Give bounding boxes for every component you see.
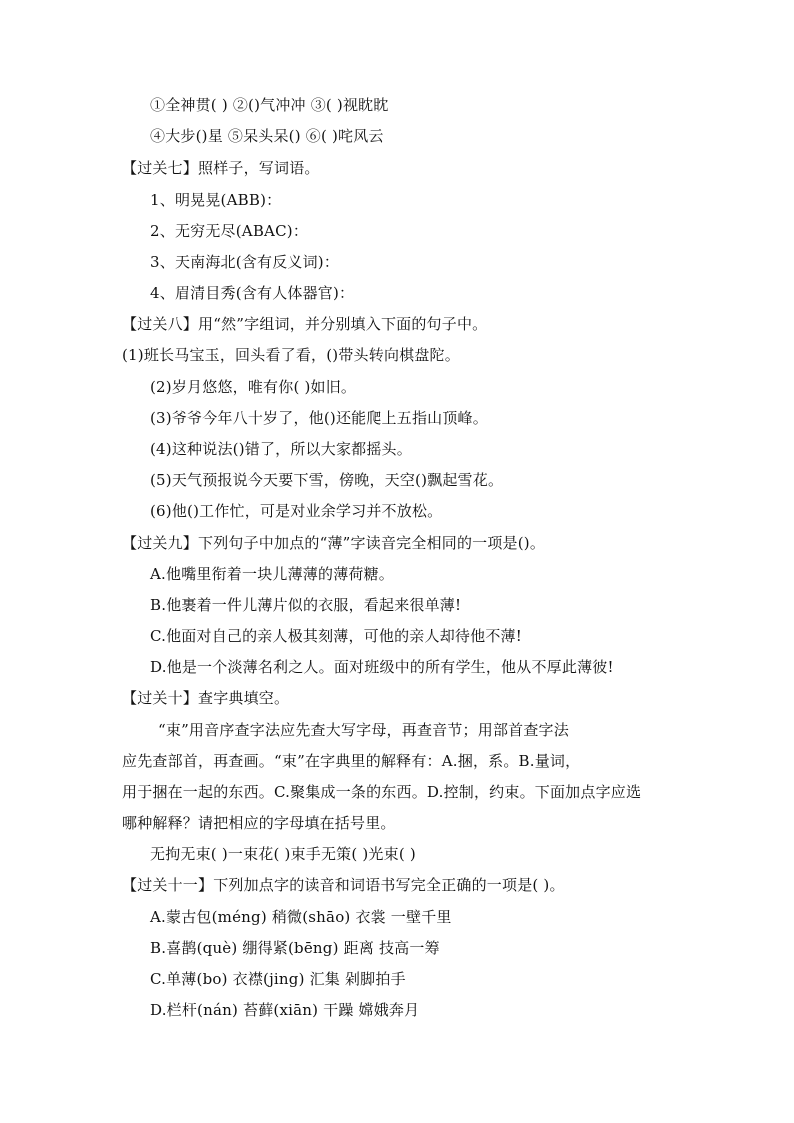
section-7-heading: 【过关七】照样子，写词语。: [122, 159, 320, 177]
section-10-heading: 【过关十】查字典填空。: [122, 689, 290, 707]
section-10-paragraph-1: “束”用音序查字法应先查大写字母，再查音节；用部首查字法: [158, 721, 569, 739]
section-10-paragraph-4: 哪种解释？请把相应的字母填在括号里。: [122, 814, 396, 832]
section-8-sentence-2: (2)岁月悠悠，唯有你( )如旧。: [150, 378, 357, 396]
section-9-option-d: D.他是一个淡薄名利之人。面对班级中的所有学生，他从不厚此薄彼!: [150, 658, 614, 676]
section-8-sentence-4: (4)这种说法()错了，所以大家都摇头。: [150, 440, 412, 458]
section-11-option-a: A.蒙古包(méng) 稍微(shāo) 衣裳 一壁千里: [150, 908, 452, 926]
idiom-row-1: ①全神贯( ) ②()气冲冲 ③( )视眈眈: [150, 96, 389, 114]
section-10-paragraph-3: 用于捆在一起的东西。C.聚集成一条的东西。D.控制，约束。下面加点字应选: [122, 783, 642, 801]
section-11-heading: 【过关十一】下列加点字的读音和词语书写完全正确的一项是( )。: [122, 876, 565, 894]
section-9-option-b: B.他裹着一件儿薄片似的衣服，看起来很单薄!: [150, 596, 462, 614]
section-10-paragraph-2: 应先查部首，再查画。“束”在字典里的解释有：A.捆，系。B.量词，: [122, 752, 581, 770]
section-11-option-b: B.喜鹊(què) 绷得紧(bēng) 距离 技高一筹: [150, 939, 440, 957]
section-7-item-4: 4、眉清目秀(含有人体器官)：: [150, 284, 355, 302]
section-7-item-1: 1、明晃晃(ABB)：: [150, 191, 282, 209]
section-8-sentence-5: (5)天气预报说今天要下雪，傍晚，天空()飘起雪花。: [150, 471, 504, 489]
section-9-heading: 【过关九】下列句子中加点的“薄”字读音完全相同的一项是()。: [122, 534, 546, 552]
section-11-option-d: D.栏杆(nán) 苔藓(xiān) 干躁 嫦娥奔月: [150, 1001, 420, 1019]
section-10-blanks: 无拘无束( )一束花( )束手无策( )光束( ): [150, 845, 416, 863]
section-11-option-c: C.单薄(bo) 衣襟(jing) 汇集 剁脚拍手: [150, 970, 406, 988]
section-8-heading: 【过关八】用“然”字组词，并分别填入下面的句子中。: [122, 315, 488, 333]
section-9-option-c: C.他面对自己的亲人极其刻薄，可他的亲人却待他不薄!: [150, 627, 522, 645]
section-7-item-2: 2、无穷无尽(ABAC)：: [150, 222, 309, 240]
section-8-sentence-1: (1)班长马宝玉，回头看了看，()带头转向棋盘陀。: [122, 346, 460, 364]
section-8-sentence-6: (6)他()工作忙，可是对业余学习并不放松。: [150, 502, 443, 520]
section-9-option-a: A.他嘴里衔着一块儿薄薄的薄荷糖。: [150, 565, 395, 583]
idiom-row-2: ④大步()星 ⑤呆头呆() ⑥( )咤风云: [150, 127, 384, 145]
section-7-item-3: 3、天南海北(含有反义词)：: [150, 253, 340, 271]
section-8-sentence-3: (3)爷爷今年八十岁了，他()还能爬上五指山顶峰。: [150, 409, 488, 427]
